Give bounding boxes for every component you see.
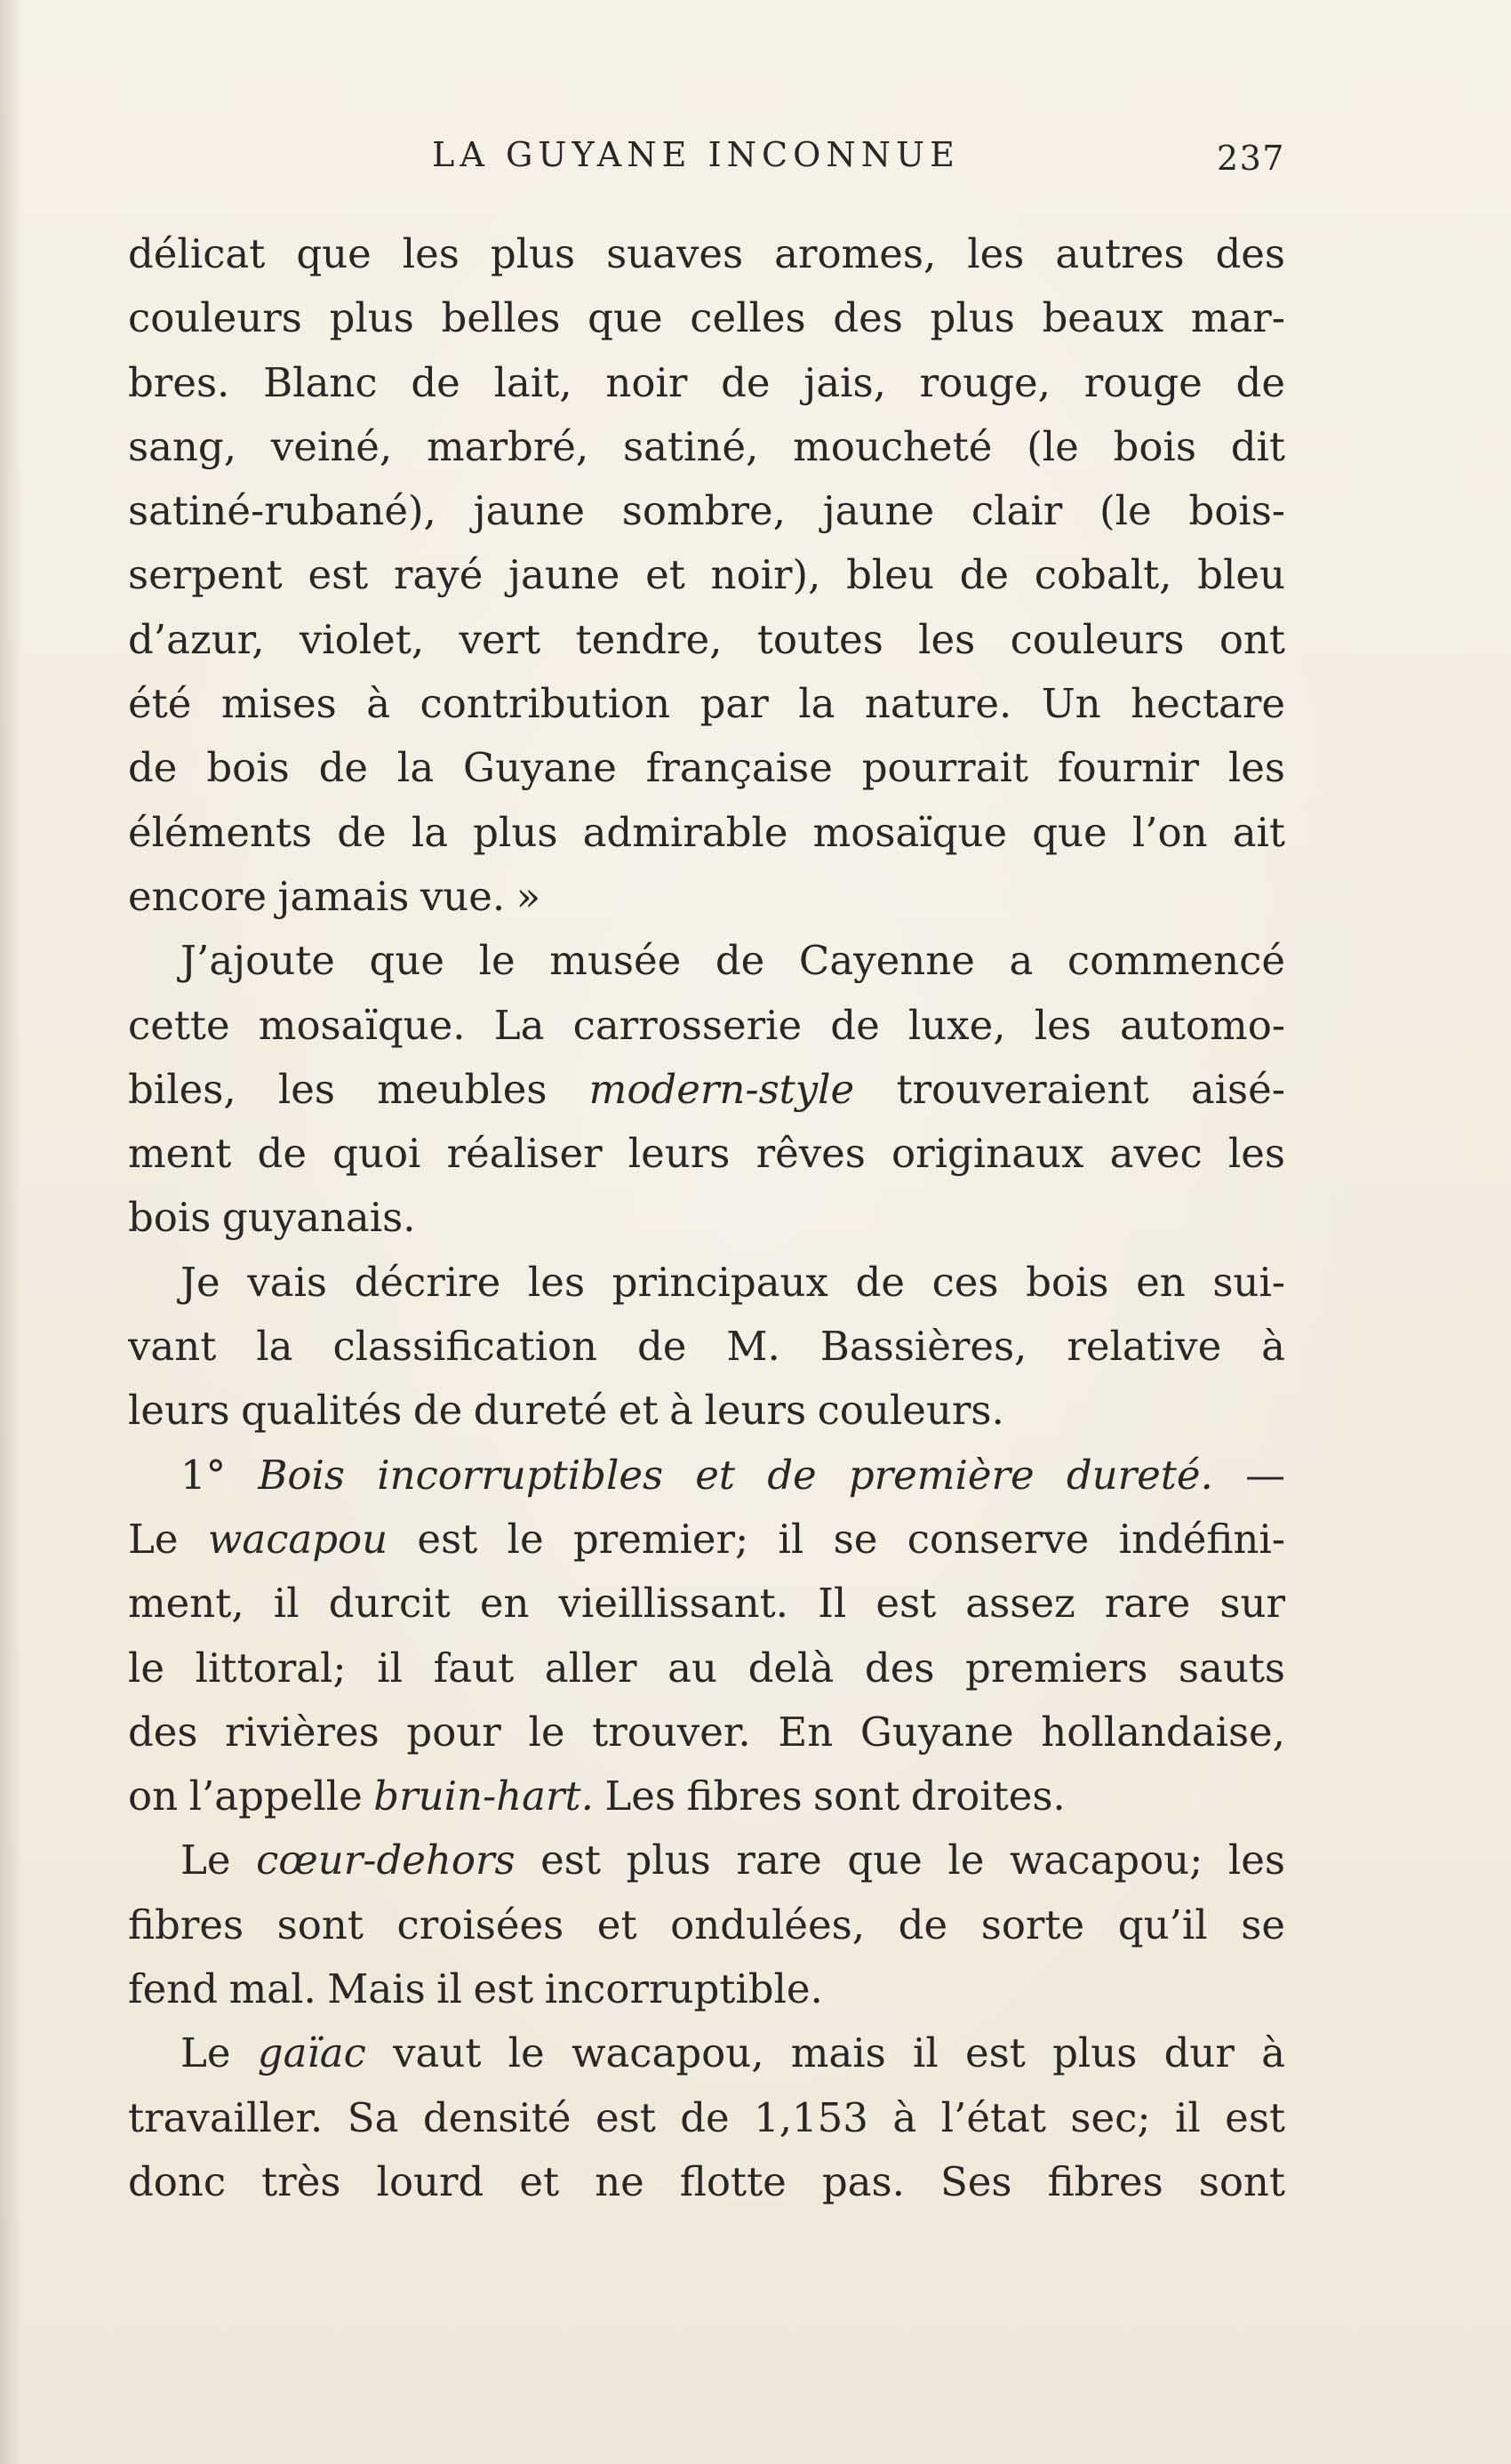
text-line (128, 1508, 1285, 1572)
text-line (128, 1444, 1285, 1508)
italic-term: Bois incorruptibles et de première dureté. (258, 1451, 1213, 1499)
text-line: leurs qualités de dureté et à leurs couleurs. (128, 1387, 1004, 1435)
running-title: LA GUYANE INCONNUE (432, 135, 960, 174)
text-run: Le (180, 1836, 257, 1884)
text-line: ment de quoi réaliser leurs rêves originaux avec les (128, 1130, 1285, 1178)
text-line: des rivières pour le trouver. En Guyane hollandaise, (128, 1708, 1285, 1756)
text-run: — (1212, 1451, 1285, 1499)
text-line (128, 1828, 1285, 1892)
body-text (128, 222, 1285, 2214)
text-line: cette mosaïque. La carrosserie de luxe, les automo- (128, 1001, 1285, 1049)
text-line (128, 1058, 1285, 1122)
text-line: d’azur, violet, vert tendre, toutes les couleurs ont (128, 615, 1285, 663)
italic-term: modern-style (588, 1065, 855, 1113)
italic-term: cœur-dehors (256, 1836, 516, 1884)
text-line: ment, il durcit en vieillissant. Il est assez rare sur (128, 1580, 1285, 1628)
text-run: 1° (180, 1451, 259, 1499)
text-line: bres. Blanc de lait, noir de jais, rouge, rouge de (128, 358, 1285, 406)
text-line: couleurs plus belles que celles des plus beaux mar- (128, 294, 1285, 342)
text-line: été mises à contribution par la nature. Un hectare (128, 680, 1285, 728)
text-line: donc très lourd et ne flotte pas. Ses fibres sont (128, 2157, 1285, 2205)
text-line: éléments de la plus admirable mosaïque que l’on ait (128, 808, 1285, 856)
page-number: 237 (1216, 139, 1285, 178)
text-line: bois guyanais. (128, 1194, 416, 1242)
text-run: vaut le wacapou, mais il est plus dur à (365, 2029, 1285, 2077)
text-line: J’ajoute que le musée de Cayenne a commencé (180, 937, 1285, 985)
text-line: vant la classification de M. Bassières, relative à (128, 1323, 1285, 1371)
text-line: de bois de la Guyane française pourrait fournir les (128, 744, 1285, 792)
text-line: délicat que les plus suaves aromes, les autres des (128, 230, 1285, 277)
italic-term: wacapou (207, 1515, 388, 1563)
text-run: biles, les meubles (128, 1065, 589, 1113)
text-run: est le premier; il se conserve indéfini- (388, 1515, 1285, 1563)
italic-term: gaïac (257, 2029, 366, 2077)
text-line: encore jamais vue. » (128, 872, 541, 920)
text-run: est plus rare que le wacapou; les (515, 1836, 1285, 1884)
text-run: Le (180, 2029, 258, 2077)
text-line: travailler. Sa densité est de 1,153 à l’état sec; il est (128, 2093, 1285, 2141)
italic-term: bruin-hart. (373, 1772, 594, 1820)
text-line: fend mal. Mais il est incorruptible. (128, 1965, 823, 2013)
text-line: sang, veiné, marbré, satiné, moucheté (le bois dit (128, 422, 1285, 470)
text-run: on l’appelle (128, 1772, 374, 1820)
binding-gutter-shadow (0, 0, 21, 2464)
text-line (128, 2021, 1285, 2085)
text-run: Le (128, 1515, 208, 1563)
text-line: Je vais décrire les principaux de ces bois en sui- (180, 1258, 1285, 1306)
text-run: trouveraient aisé- (854, 1065, 1285, 1113)
text-line: serpent est rayé jaune et noir), bleu de cobalt, bleu (128, 551, 1285, 599)
text-line: fibres sont croisées et ondulées, de sorte qu’il se (128, 1900, 1285, 1948)
text-run: Les fibres sont droites. (593, 1772, 1066, 1820)
running-head (128, 132, 1285, 185)
text-line (128, 1764, 1285, 1828)
text-line: le littoral; il faut aller au delà des premiers sauts (128, 1644, 1285, 1692)
text-line: satiné-rubané), jaune sombre, jaune clair (le bois- (128, 487, 1285, 535)
